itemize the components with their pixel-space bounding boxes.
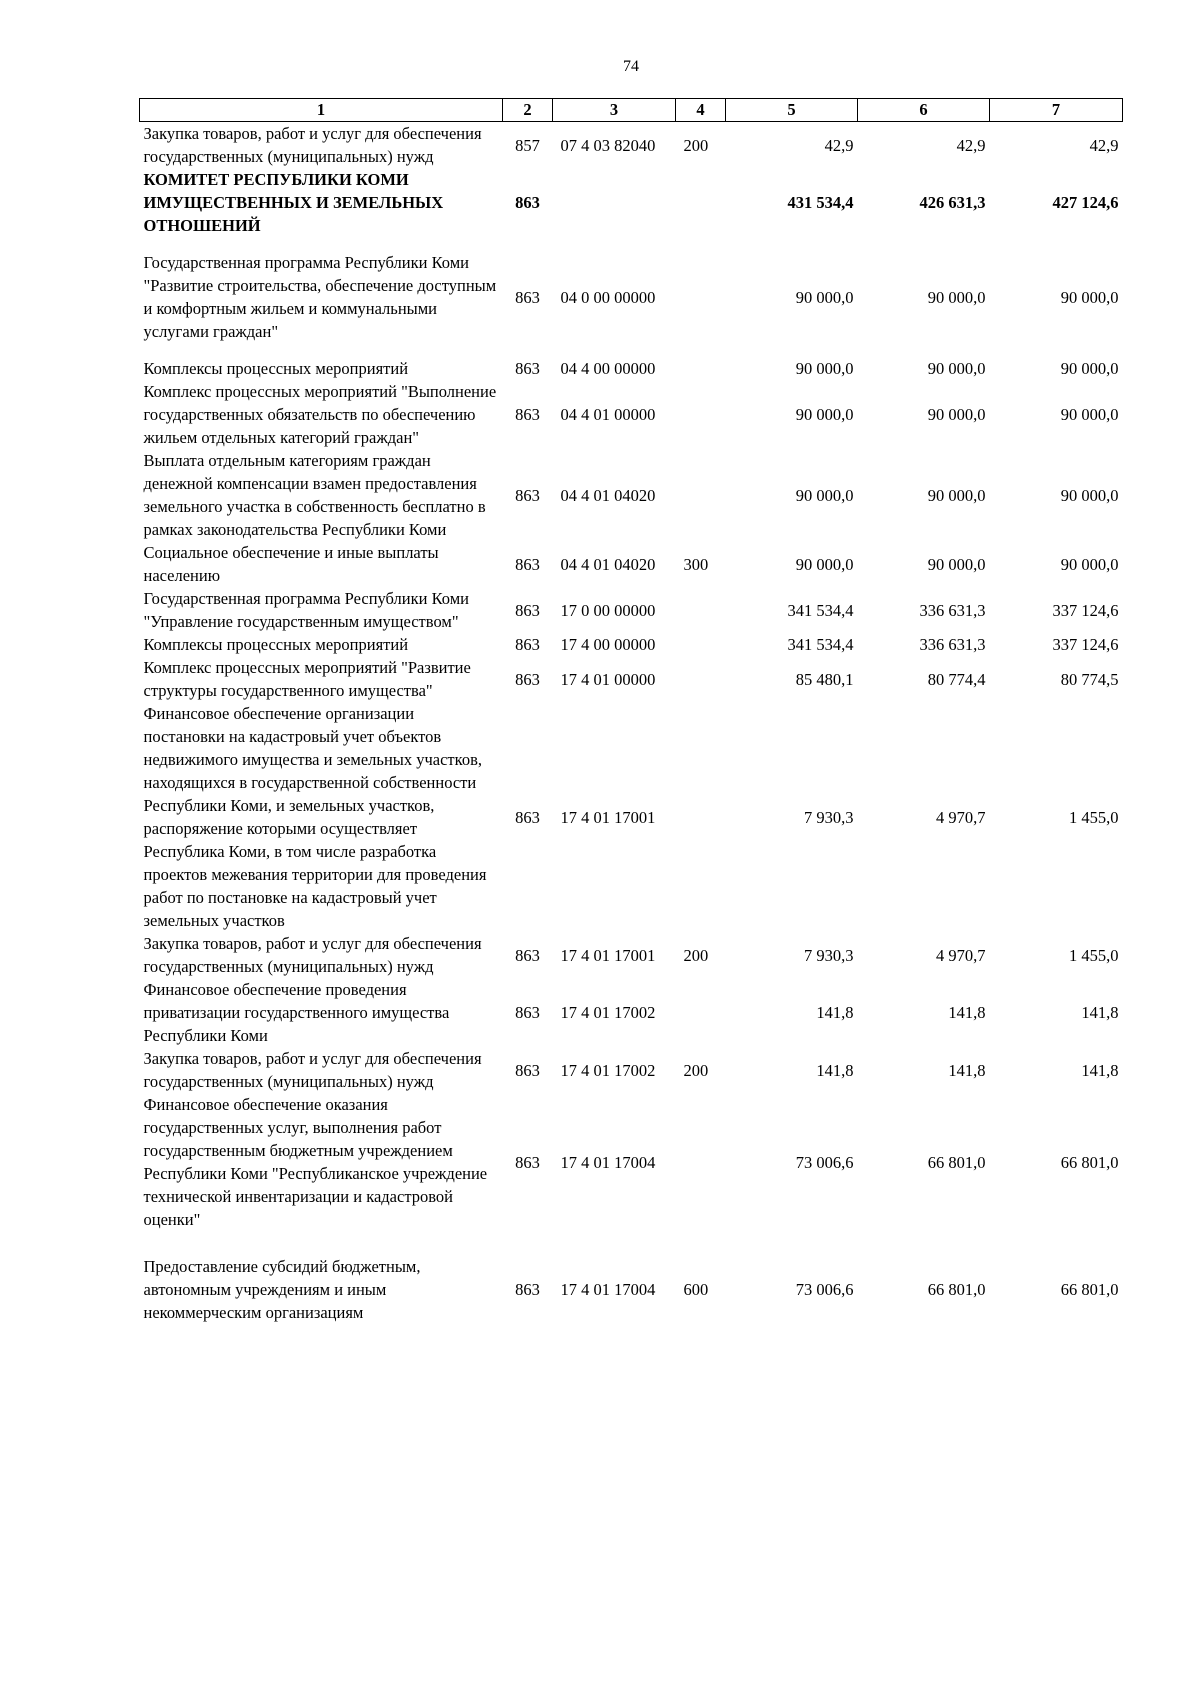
- amount-year-1: 90 000,0: [795, 554, 854, 574]
- expense-type-code: [676, 357, 726, 380]
- expense-type-code: [676, 251, 726, 357]
- expense-type-code: 200: [683, 135, 709, 155]
- column-header-3: 3: [553, 99, 676, 122]
- admin-code: 863: [515, 807, 540, 827]
- table-row: [140, 702, 1123, 932]
- expense-type-code: [676, 449, 726, 541]
- amount-year-3: 141,8: [1081, 1003, 1119, 1022]
- amount-year-2: 90 000,0: [927, 405, 986, 424]
- amount-year-2: 42,9: [956, 135, 986, 155]
- expense-type-code: [676, 633, 726, 656]
- amount-year-2: 90 000,0: [927, 359, 986, 378]
- column-header-7: 7: [990, 99, 1123, 122]
- admin-code: 863: [515, 405, 540, 424]
- amount-year-2: 80 774,4: [927, 669, 986, 689]
- amount-year-1: 90 000,0: [795, 405, 854, 424]
- row-name: Выплата отдельным категориям граждан денежной компенсации взамен предоставления земельного участка в собственность бесплатно в рамках законодательства Республики Коми: [143, 451, 486, 539]
- table-row: [140, 1231, 1123, 1324]
- amount-year-3: 90 000,0: [1060, 359, 1119, 378]
- expense-type-code: 300: [683, 554, 709, 574]
- row-name: Комплекс процессных мероприятий "Выполнение государственных обязательств по обеспечению жильем отдельных категорий граждан": [143, 382, 497, 447]
- amount-year-1: 141,8: [816, 1003, 854, 1022]
- amount-year-2: 90 000,0: [927, 287, 986, 307]
- table-row: [140, 122, 1123, 169]
- admin-code: 863: [515, 669, 540, 689]
- amount-year-2: 141,8: [948, 1003, 986, 1022]
- target-article-code: 04 4 01 00000: [560, 405, 656, 424]
- column-header-6: 6: [858, 99, 990, 122]
- row-name: Предоставление субсидий бюджетным, автономным учреждениям и иным некоммерческим организациям: [143, 1257, 421, 1322]
- table-row: [140, 656, 1123, 702]
- amount-year-1: 73 006,6: [795, 1152, 854, 1172]
- row-name: Комплексы процессных мероприятий: [143, 635, 409, 654]
- admin-code: 863: [515, 1152, 540, 1172]
- amount-year-3: 337 124,6: [1052, 635, 1119, 654]
- amount-year-3: 90 000,0: [1060, 405, 1119, 424]
- target-article-code: 17 4 01 17002: [560, 1003, 656, 1022]
- amount-year-2: 4 970,7: [936, 807, 986, 827]
- amount-year-1: 431 534,4: [787, 193, 854, 212]
- amount-year-2: 4 970,7: [936, 945, 986, 965]
- row-name: Финансовое обеспечение оказания государственных услуг, выполнения работ государственным бюджетным учреждением Республики Коми "Республиканское учреждение технической инвентаризации и кадастровой оценки": [143, 1095, 488, 1229]
- expense-type-code: [676, 168, 726, 251]
- admin-code: 857: [515, 135, 540, 155]
- amount-year-3: 90 000,0: [1060, 554, 1119, 574]
- expense-type-code: [676, 1093, 726, 1231]
- target-article-code: 04 4 00 00000: [560, 359, 656, 378]
- expense-type-code: [676, 978, 726, 1047]
- amount-year-2: 66 801,0: [927, 1280, 986, 1299]
- row-name: КОМИТЕТ РЕСПУБЛИКИ КОМИ ИМУЩЕСТВЕННЫХ И ЗЕМЕЛЬНЫХ ОТНОШЕНИЙ: [143, 170, 444, 235]
- target-article-code: 17 4 01 17001: [560, 945, 656, 965]
- amount-year-2: 336 631,3: [919, 600, 986, 620]
- target-article-code: 17 4 01 00000: [560, 669, 656, 689]
- row-name: Закупка товаров, работ и услуг для обеспечения государственных (муниципальных) нужд: [143, 934, 482, 976]
- row-name: Государственная программа Республики Коми "Развитие строительства, обеспечение доступным и комфортным жильем и коммунальными услугами граждан": [143, 253, 497, 341]
- expense-type-code: 200: [683, 945, 709, 965]
- table-row: [140, 1093, 1123, 1231]
- amount-year-1: 90 000,0: [795, 287, 854, 307]
- table-row: [140, 449, 1123, 541]
- table-row: [140, 1047, 1123, 1093]
- amount-year-2: 336 631,3: [919, 635, 986, 654]
- table-header-row: [140, 99, 1123, 122]
- amount-year-1: 141,8: [816, 1060, 854, 1080]
- row-name: Финансовое обеспечение проведения приватизации государственного имущества Республики Коми: [143, 980, 450, 1045]
- amount-year-1: 7 930,3: [804, 945, 854, 965]
- target-article-code: 07 4 03 82040: [560, 135, 656, 155]
- admin-code: 863: [515, 359, 540, 378]
- amount-year-3: 80 774,5: [1060, 669, 1119, 689]
- amount-year-1: 90 000,0: [795, 485, 854, 505]
- amount-year-2: 141,8: [948, 1060, 986, 1080]
- amount-year-2: 90 000,0: [927, 554, 986, 574]
- target-article-code: 04 4 01 04020: [560, 485, 656, 505]
- table-row: [140, 633, 1123, 656]
- amount-year-2: 90 000,0: [927, 485, 986, 505]
- table-row: [140, 168, 1123, 251]
- expense-type-code: [676, 702, 726, 932]
- table-row: [140, 251, 1123, 357]
- expense-type-code: [676, 587, 726, 633]
- target-article-code: 04 4 01 04020: [560, 554, 656, 574]
- target-article-code: 17 4 01 17004: [560, 1280, 656, 1299]
- amount-year-3: 90 000,0: [1060, 485, 1119, 505]
- column-header-2: 2: [503, 99, 553, 122]
- admin-code: 863: [515, 485, 540, 505]
- amount-year-3: 427 124,6: [1052, 193, 1119, 212]
- table-row: [140, 380, 1123, 449]
- row-name: Финансовое обеспечение организации постановки на кадастровый учет объектов недвижимого имущества и земельных участков, находящихся в государственной собственности Республики Коми, и земельных участков, распоряжение которыми осуществляет Республика Коми, в том числе разработка проектов межевания территории для проведения работ по постановке на кадастровый учет земельных участков: [143, 704, 487, 930]
- amount-year-3: 42,9: [1089, 135, 1119, 155]
- expense-type-code: [676, 656, 726, 702]
- table-row: [140, 978, 1123, 1047]
- amount-year-1: 7 930,3: [804, 807, 854, 827]
- amount-year-3: 66 801,0: [1060, 1152, 1119, 1172]
- target-article-code: 17 4 01 17001: [560, 807, 656, 827]
- table-row: [140, 357, 1123, 380]
- budget-table: [139, 98, 1123, 1324]
- row-name: Социальное обеспечение и иные выплаты населению: [143, 543, 439, 585]
- admin-code: 863: [515, 945, 540, 965]
- table-row: [140, 932, 1123, 978]
- amount-year-1: 341 534,4: [787, 600, 854, 620]
- row-name: Закупка товаров, работ и услуг для обеспечения государственных (муниципальных) нужд: [143, 1049, 482, 1091]
- admin-code: 863: [515, 193, 540, 212]
- row-name: Комплекс процессных мероприятий "Развитие структуры государственного имущества": [143, 658, 471, 700]
- amount-year-3: 1 455,0: [1069, 807, 1119, 827]
- expense-type-code: 200: [683, 1060, 709, 1080]
- amount-year-2: 426 631,3: [919, 193, 986, 212]
- target-article-code: 17 4 01 17004: [560, 1152, 656, 1172]
- amount-year-3: 90 000,0: [1060, 287, 1119, 307]
- amount-year-1: 341 534,4: [787, 635, 854, 654]
- target-article-code: 17 0 00 00000: [560, 600, 656, 620]
- table-row: [140, 541, 1123, 587]
- amount-year-3: 141,8: [1081, 1060, 1119, 1080]
- amount-year-1: 90 000,0: [795, 359, 854, 378]
- page-number: 74: [623, 58, 639, 75]
- target-article-code: 17 4 00 00000: [560, 635, 656, 654]
- admin-code: 863: [515, 635, 540, 654]
- amount-year-2: 66 801,0: [927, 1152, 986, 1172]
- target-article-code: 04 0 00 00000: [560, 287, 656, 307]
- row-name: Государственная программа Республики Коми "Управление государственным имуществом": [143, 589, 469, 631]
- expense-type-code: [676, 380, 726, 449]
- target-article-code: [553, 168, 676, 251]
- amount-year-3: 337 124,6: [1052, 600, 1119, 620]
- admin-code: 863: [515, 554, 540, 574]
- amount-year-3: 66 801,0: [1060, 1280, 1119, 1299]
- column-header-4: 4: [676, 99, 726, 122]
- row-name: Комплексы процессных мероприятий: [143, 359, 409, 378]
- amount-year-1: 85 480,1: [795, 669, 854, 689]
- table-row: [140, 587, 1123, 633]
- column-header-1: 1: [140, 99, 503, 122]
- admin-code: 863: [515, 1280, 540, 1299]
- expense-type-code: 600: [683, 1280, 709, 1299]
- amount-year-1: 42,9: [824, 135, 854, 155]
- admin-code: 863: [515, 600, 540, 620]
- admin-code: 863: [515, 287, 540, 307]
- row-name: Закупка товаров, работ и услуг для обеспечения государственных (муниципальных) нужд: [143, 124, 482, 166]
- amount-year-1: 73 006,6: [795, 1280, 854, 1299]
- amount-year-3: 1 455,0: [1069, 945, 1119, 965]
- admin-code: 863: [515, 1060, 540, 1080]
- admin-code: 863: [515, 1003, 540, 1022]
- target-article-code: 17 4 01 17002: [560, 1060, 656, 1080]
- column-header-5: 5: [726, 99, 858, 122]
